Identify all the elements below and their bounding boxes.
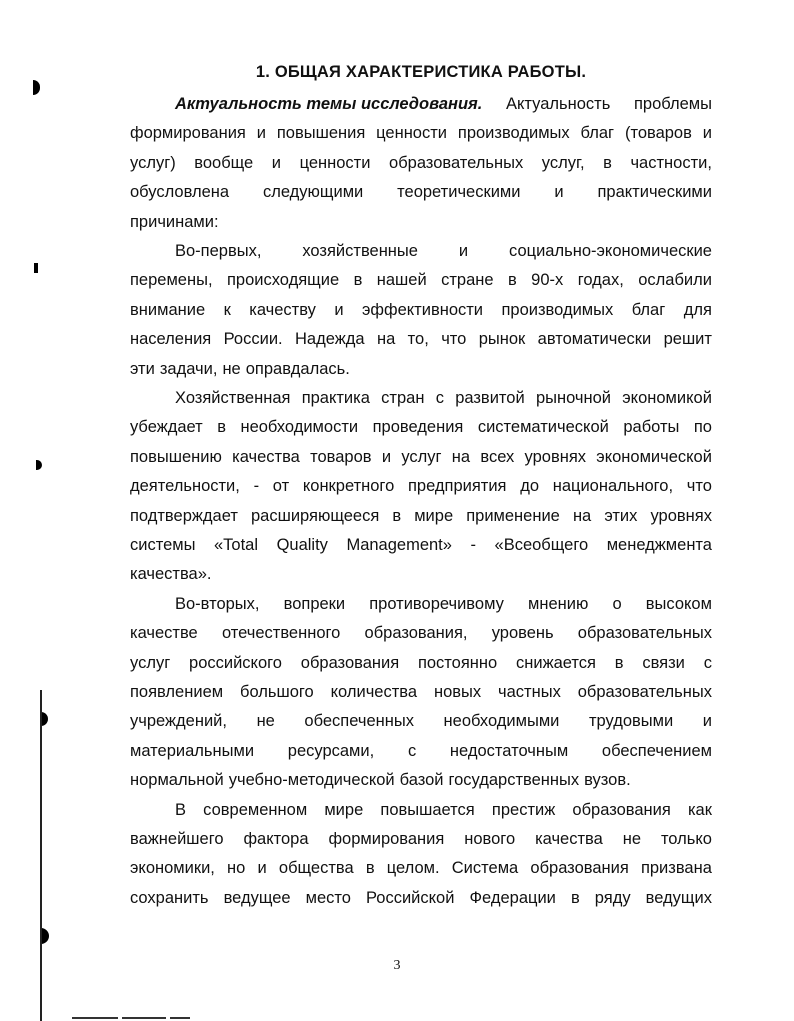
section-heading: 1. ОБЩАЯ ХАРАКТЕРИСТИКА РАБОТЫ. [255,63,587,81]
text-line [130,740,712,762]
word: 90-х [531,271,564,290]
word: - [470,536,476,554]
word: что [441,330,467,349]
word: уровнях [650,506,712,525]
text-line [130,828,712,850]
word: качества [535,830,603,848]
scan-dash [170,1017,190,1019]
text-line [175,93,712,115]
word: практическими [597,183,712,202]
scan-edge-line [40,690,42,1021]
text-line [130,681,712,703]
word: недостаточным [449,741,569,760]
word: практика [301,389,370,407]
word: проведения [372,418,464,437]
word: качества». [130,565,212,584]
word: и [257,859,267,878]
word: качества [232,447,300,466]
word: рыночной [535,389,612,407]
word: подтверждает [130,506,238,525]
word: годах, [577,271,624,290]
word: экономикой [622,389,712,407]
text-line [130,652,712,674]
text-line [175,799,712,821]
scan-dash [122,1017,166,1019]
word: и [334,300,344,319]
text-line [130,358,712,380]
text-line [130,328,712,350]
word: Management» [346,536,452,554]
word: ресурсами, [287,741,375,760]
word: населения [130,330,212,349]
word: Надежда [295,330,365,349]
word: не [222,359,241,378]
word: на [572,506,592,525]
word: услуг [130,653,171,672]
word: перемены, [130,271,213,290]
word: частных [498,683,561,701]
word: в [392,506,402,525]
word: товаров [310,447,372,466]
word: расширяющееся [250,506,380,525]
word: теоретическими [397,183,521,202]
word: эффективности [362,300,484,319]
word: менеджмента [606,536,712,554]
word: большого [240,683,314,701]
word: обусловлена [130,183,230,202]
word: на [376,330,396,349]
word: в [353,271,363,290]
word: что [686,477,712,496]
word: экономики, [130,859,215,878]
word: происходящие [226,271,340,290]
word: России. [223,330,283,349]
word: высоком [645,594,712,613]
text-line [130,475,712,497]
text-line [130,710,712,732]
word: до [520,477,540,496]
word: конкретного [302,477,395,496]
word: услуг) [130,153,176,172]
text-line [130,534,712,556]
word: современном [203,800,308,819]
word: - [253,477,260,496]
word: только [660,830,712,848]
text-line [130,269,712,291]
word: повышается [380,800,475,819]
word: работы [623,418,680,437]
text-line [130,181,712,203]
word: социально-экономические [509,242,712,260]
word: количества [330,683,418,701]
word: вузов. [584,771,631,790]
word: Во-первых, [175,242,262,260]
text-line [175,387,712,409]
word: (товаров [624,124,692,143]
word: появлением [130,683,224,701]
word: и [381,447,392,466]
word: В [175,800,187,819]
word: обеспечением [601,741,712,760]
text-line [130,446,712,468]
word: производимых [457,124,570,143]
word: и [702,712,712,731]
binder-mark [36,460,42,470]
word: образовательных [389,153,524,172]
word: с [407,741,417,760]
word: Система [451,859,519,878]
word: Федерации [469,888,556,907]
word: постоянно [417,653,498,672]
word: с [435,389,444,407]
word: решит [663,330,712,349]
text-line [175,240,712,262]
word: трудовыми [588,712,674,731]
word: качеству [249,300,316,319]
word: частности, [630,153,712,172]
text-line [130,769,712,791]
word: сохранить [130,888,209,907]
word: мире [414,506,454,525]
word: хозяйственные [302,242,418,260]
word: «Total [214,536,259,554]
word: услуг, [541,153,585,172]
word: следующими [262,183,364,202]
word: государственных [448,771,580,790]
text-line [130,505,712,527]
word: оправдалась. [245,359,350,378]
word: мнению [527,594,589,613]
word: автоматически [537,330,652,349]
word: предприятия [407,477,507,496]
word: эти [130,359,155,378]
word: призвана [640,859,712,878]
word: ценности [376,124,448,143]
word: развитой [455,389,525,407]
word: целом. [386,859,440,878]
word: и [271,153,282,172]
word: применение [466,506,560,525]
word: с [703,653,712,672]
word: ведущих [645,888,712,907]
word: внимание [130,300,206,319]
word: систематической [477,418,609,437]
word: нового [464,830,516,848]
word: ослабили [638,271,712,290]
word: отечественного [221,624,341,643]
text-line [130,299,712,321]
word: но [227,859,246,878]
word: «Всеобщего [494,536,589,554]
word: причинами: [130,212,219,231]
lead-phrase: Актуальность темы исследования. [175,95,483,113]
word: и [554,183,564,202]
word: в [217,418,226,437]
word: по [693,418,712,437]
word: в [603,153,612,172]
word: материальными [130,741,255,760]
text-line [130,122,712,144]
word: образования [530,859,629,878]
word: не [256,712,275,731]
word: учреждений, [130,712,227,731]
word: Хозяйственная [175,389,291,407]
word: противоречивому [369,594,504,613]
word: уровнях [524,447,587,466]
page-number: 3 [393,958,401,973]
text-line [175,593,712,615]
word: в [570,888,580,907]
word: стран [381,389,425,407]
word: российского [189,653,282,672]
word: Российской [366,888,455,907]
word: экономической [596,447,712,466]
word: повышению [130,447,222,466]
word: на [451,447,471,466]
word: всех [480,447,515,466]
word: уровень [491,624,554,643]
word: проблемы [633,95,712,113]
word: вообще [194,153,254,172]
word: как [687,800,712,819]
word: деятельности, [130,477,240,496]
word: образования, [364,624,468,643]
word: необходимыми [443,712,560,731]
text-line [130,622,712,644]
text-line [130,857,712,879]
binder-mark [34,263,38,273]
word: Во-вторых, [175,594,260,613]
word: Quality [276,536,328,554]
word: базой [399,771,444,790]
word: нормальной [130,771,224,790]
word: престиж [491,800,556,819]
word: убеждает [130,418,203,437]
text-line [130,563,712,585]
word: образования [300,653,400,672]
word: благ [631,300,666,319]
word: учебно-методической [228,771,395,790]
word: системы [130,536,196,554]
word: снижается [515,653,596,672]
word: производимых [501,300,614,319]
word: Актуальность [506,95,611,113]
word: от [272,477,290,496]
word: качестве [130,624,198,643]
text-line [130,211,712,233]
text-line [130,152,712,174]
word: формирования [328,830,445,848]
word: обеспеченных [304,712,414,731]
word: и [458,242,469,260]
word: в [507,271,517,290]
word: стране [441,271,494,290]
word: для [683,300,712,319]
word: ценности [299,153,371,172]
word: новых [433,683,482,701]
word: образования [572,800,671,819]
word: нашей [376,271,427,290]
word: ряду [594,888,631,907]
word: вопреки [283,594,346,613]
word: повышения [276,124,366,143]
word: в [614,653,624,672]
word: услуг [401,447,442,466]
word: не [622,830,642,848]
word: формирования [130,124,246,143]
word: место [305,888,351,907]
text-line [130,416,712,438]
scan-dash [72,1017,118,1019]
word: рынок [478,330,526,349]
word: образовательных [577,683,712,701]
binder-mark [33,80,40,95]
word: мире [324,800,364,819]
word: общества [278,859,354,878]
word: то, [407,330,429,349]
word: национального, [552,477,674,496]
word: важнейшего [130,830,224,848]
word: ведущее [223,888,291,907]
word: задачи, [159,359,218,378]
word: и [256,124,266,143]
word: благ [580,124,615,143]
word: необходимости [240,418,359,437]
word: о [612,594,622,613]
word: связи [642,653,685,672]
word: к [223,300,231,319]
word: в [365,859,375,878]
word: фактора [243,830,309,848]
word: и [702,124,712,143]
word: этих [604,506,638,525]
text-line [130,887,712,909]
word: образовательных [577,624,712,643]
